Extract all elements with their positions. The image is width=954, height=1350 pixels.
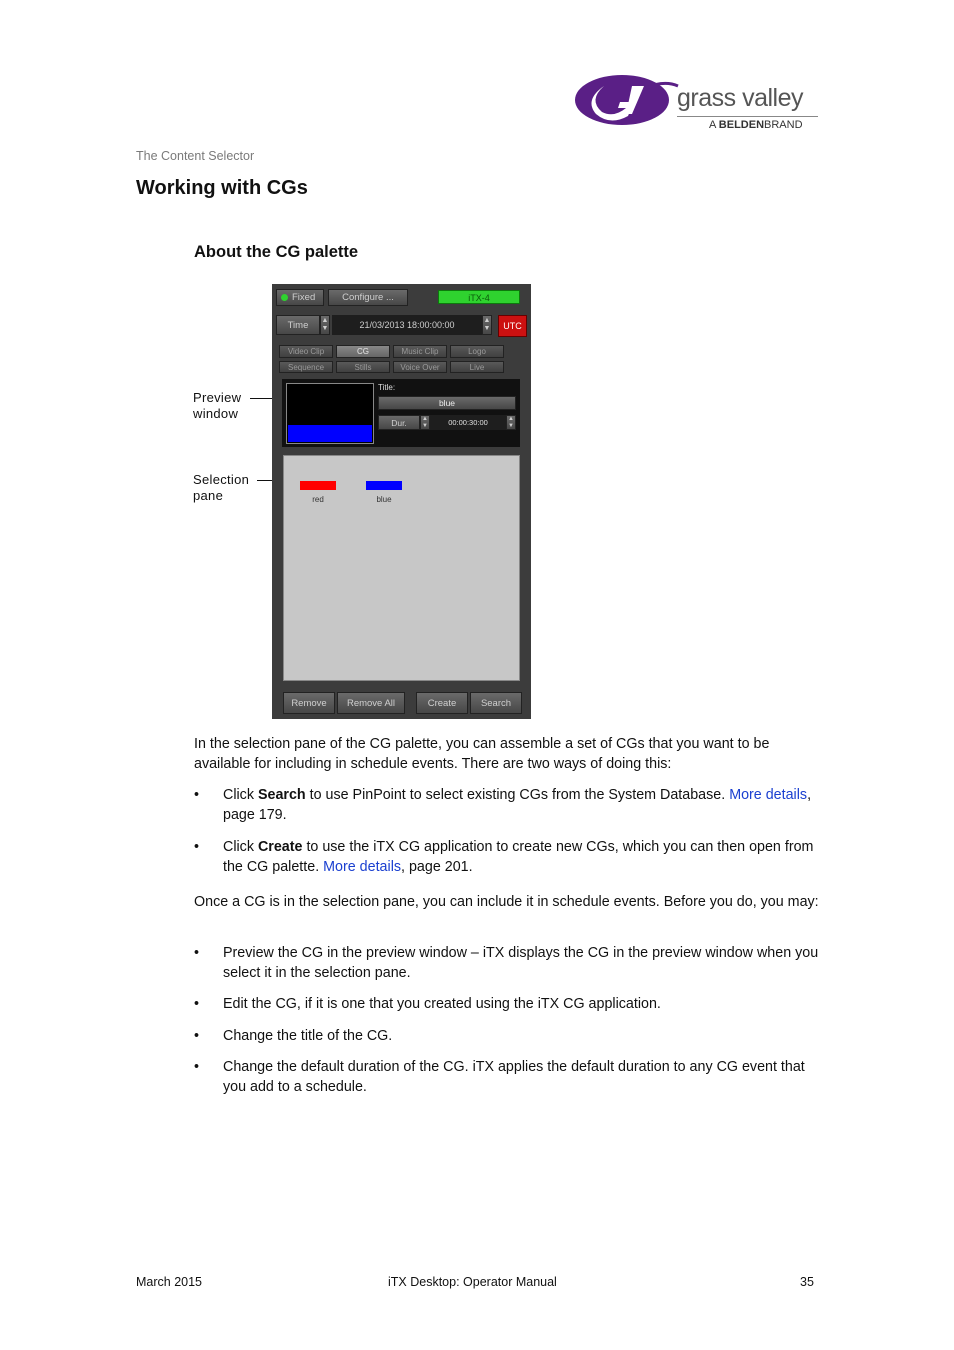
- bullet-icon: •: [194, 996, 200, 1012]
- bullet-icon: •: [194, 945, 200, 961]
- datetime-spinner[interactable]: [482, 315, 492, 335]
- callout-selection-pane: Selection pane: [193, 472, 250, 503]
- down-arrow-icon: ▼: [483, 325, 491, 332]
- section-header: The Content Selector: [136, 149, 255, 163]
- status-led-icon: [281, 294, 288, 301]
- more-details-link[interactable]: More details: [323, 859, 402, 875]
- tab-cg[interactable]: CG: [336, 345, 390, 358]
- grass-valley-logo: [574, 70, 824, 136]
- bullet-icon: •: [194, 1059, 200, 1075]
- list-item: • Change the title of the CG.: [194, 1028, 393, 1044]
- utc-button[interactable]: UTC: [498, 315, 527, 337]
- footer-date: March 2015: [136, 1275, 203, 1289]
- bullet-icon: •: [194, 839, 200, 855]
- dur-spinner-left[interactable]: [420, 415, 430, 430]
- cg-item-label: blue: [376, 495, 392, 504]
- page-title: Working with CGs: [136, 177, 308, 199]
- brand-name: grass valley: [677, 84, 803, 112]
- tab-voice-over[interactable]: Voice Over: [393, 361, 447, 373]
- up-arrow-icon: ▲: [508, 415, 514, 422]
- tab-sequence[interactable]: Sequence: [279, 361, 333, 373]
- datetime-field[interactable]: 21/03/2013 18:00:00:00: [332, 315, 482, 335]
- cg-item-label: red: [312, 495, 324, 504]
- configure-button[interactable]: Configure ...: [328, 289, 408, 306]
- footer-manual-title: iTX Desktop: Operator Manual: [388, 1275, 557, 1289]
- up-arrow-icon: ▲: [321, 317, 329, 324]
- list-item-search: • Click Search to use PinPoint to select existing CGs from the System Database. More details, page 179.: [194, 787, 812, 823]
- cg-thumbnail: [366, 481, 402, 490]
- title-label: Title:: [378, 383, 396, 392]
- page-number: 35: [800, 1275, 814, 1289]
- remove-button[interactable]: Remove: [283, 692, 335, 714]
- selection-pane[interactable]: [283, 455, 520, 681]
- down-arrow-icon: ▼: [422, 422, 428, 429]
- duration-field[interactable]: 00:00:30:00: [430, 415, 506, 430]
- dur-spinner-right[interactable]: [506, 415, 516, 430]
- search-button[interactable]: Search: [470, 692, 522, 714]
- up-arrow-icon: ▲: [422, 415, 428, 422]
- bullet-icon: •: [194, 1028, 200, 1044]
- up-arrow-icon: ▲: [483, 317, 491, 324]
- list-item: • Preview the CG in the preview window – iTX displays the CG in the preview window when you select it in the selection pane.: [194, 945, 819, 981]
- fixed-toggle[interactable]: Fixed: [276, 289, 324, 306]
- logo-divider: [677, 116, 818, 117]
- list-item-create: • Click Create to use the iTX CG application to create new CGs, which you can then open from the CG palette. More details, page 201.: [194, 839, 814, 875]
- list-item: • Edit the CG, if it is one that you created using the iTX CG application.: [194, 996, 661, 1012]
- cg-thumbnail: [300, 481, 336, 490]
- time-spinner[interactable]: [320, 315, 330, 335]
- title-field[interactable]: blue: [378, 396, 516, 410]
- down-arrow-icon: ▼: [321, 325, 329, 332]
- preview-cg-bar: [288, 425, 372, 442]
- tab-music-clip[interactable]: Music Clip: [393, 345, 447, 358]
- tab-video-clip[interactable]: Video Clip: [279, 345, 333, 358]
- callout-preview-window: Preview window: [193, 390, 242, 421]
- cg-palette: [272, 284, 531, 719]
- down-arrow-icon: ▼: [508, 422, 514, 429]
- channel-indicator: iTX-4: [438, 290, 520, 304]
- list-item: • Change the default duration of the CG. iTX applies the default duration to any CG event that you add to a schedule.: [194, 1059, 805, 1095]
- tab-live[interactable]: Live: [450, 361, 504, 373]
- remove-all-button[interactable]: Remove All: [337, 692, 405, 714]
- time-button[interactable]: Time: [276, 315, 320, 335]
- tab-logo[interactable]: Logo: [450, 345, 504, 358]
- tab-stills[interactable]: Stills: [336, 361, 390, 373]
- second-paragraph: Once a CG is in the selection pane, you can include it in schedule events. Before you do, you may:: [194, 894, 819, 910]
- preview-window: [286, 383, 374, 444]
- section-subtitle: About the CG palette: [194, 243, 359, 261]
- more-details-link[interactable]: More details: [729, 787, 808, 803]
- dur-label: Dur.: [378, 415, 420, 430]
- intro-paragraph: In the selection pane of the CG palette, you can assemble a set of CGs that you want to be available for including in schedule events. There are two ways of doing this:: [194, 736, 770, 772]
- create-button[interactable]: Create: [416, 692, 468, 714]
- brand-tagline: A BELDENBRAND: [709, 119, 803, 131]
- bullet-icon: •: [194, 787, 200, 803]
